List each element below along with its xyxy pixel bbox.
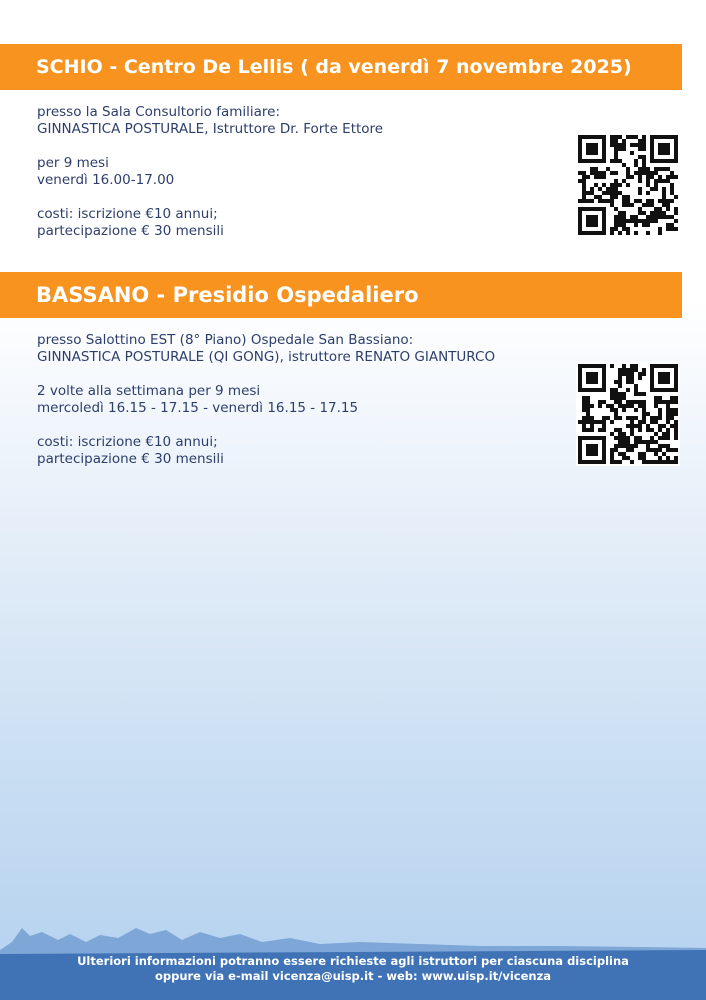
bassano-section-title: BASSANO - Presidio Ospedaliero [36, 283, 419, 307]
bassano-schedule: mercoledì 16.15 - 17.15 - venerdì 16.15 - 17.15 [37, 400, 359, 416]
bassano-section-banner [0, 272, 682, 318]
footer-line-1: Ulteriori informazioni potranno essere richieste agli istruttori per ciascuna disciplina [77, 954, 629, 968]
schio-cost-participation: partecipazione € 30 mensili [37, 223, 224, 239]
bassano-course: GINNASTICA POSTURALE (QI GONG), istruttore RENATO GIANTURCO [37, 349, 496, 365]
schio-section-title: SCHIO - Centro De Lellis ( da venerdì 7 novembre 2025) [36, 56, 632, 78]
bassano-cost-participation: partecipazione € 30 mensili [37, 451, 224, 467]
footer-info [0, 954, 706, 984]
schio-details [37, 104, 383, 257]
footer-line-2: oppure via e-mail vicenza@uisp.it - web: www.uisp.it/vicenza [154, 969, 552, 983]
qr-code-icon [576, 133, 680, 237]
qr-code-icon [576, 362, 680, 466]
bassano-details [37, 332, 495, 485]
schio-duration: per 9 mesi [37, 155, 109, 171]
schio-cost-enrollment: costi: iscrizione €10 annui; [37, 206, 218, 222]
schio-section-banner [0, 44, 682, 90]
bassano-cost-enrollment: costi: iscrizione €10 annui; [37, 434, 218, 450]
bassano-duration: 2 volte alla settimana per 9 mesi [37, 383, 261, 399]
schio-location: presso la Sala Consultorio familiare: [37, 104, 281, 120]
bassano-qr-code[interactable] [576, 362, 680, 466]
bassano-location: presso Salottino EST (8° Piano) Ospedale San Bassiano: [37, 332, 414, 348]
schio-course: GINNASTICA POSTURALE, Istruttore Dr. Forte Ettore [37, 121, 384, 137]
schio-qr-code[interactable] [576, 133, 680, 237]
schio-schedule: venerdì 16.00-17.00 [37, 172, 175, 188]
